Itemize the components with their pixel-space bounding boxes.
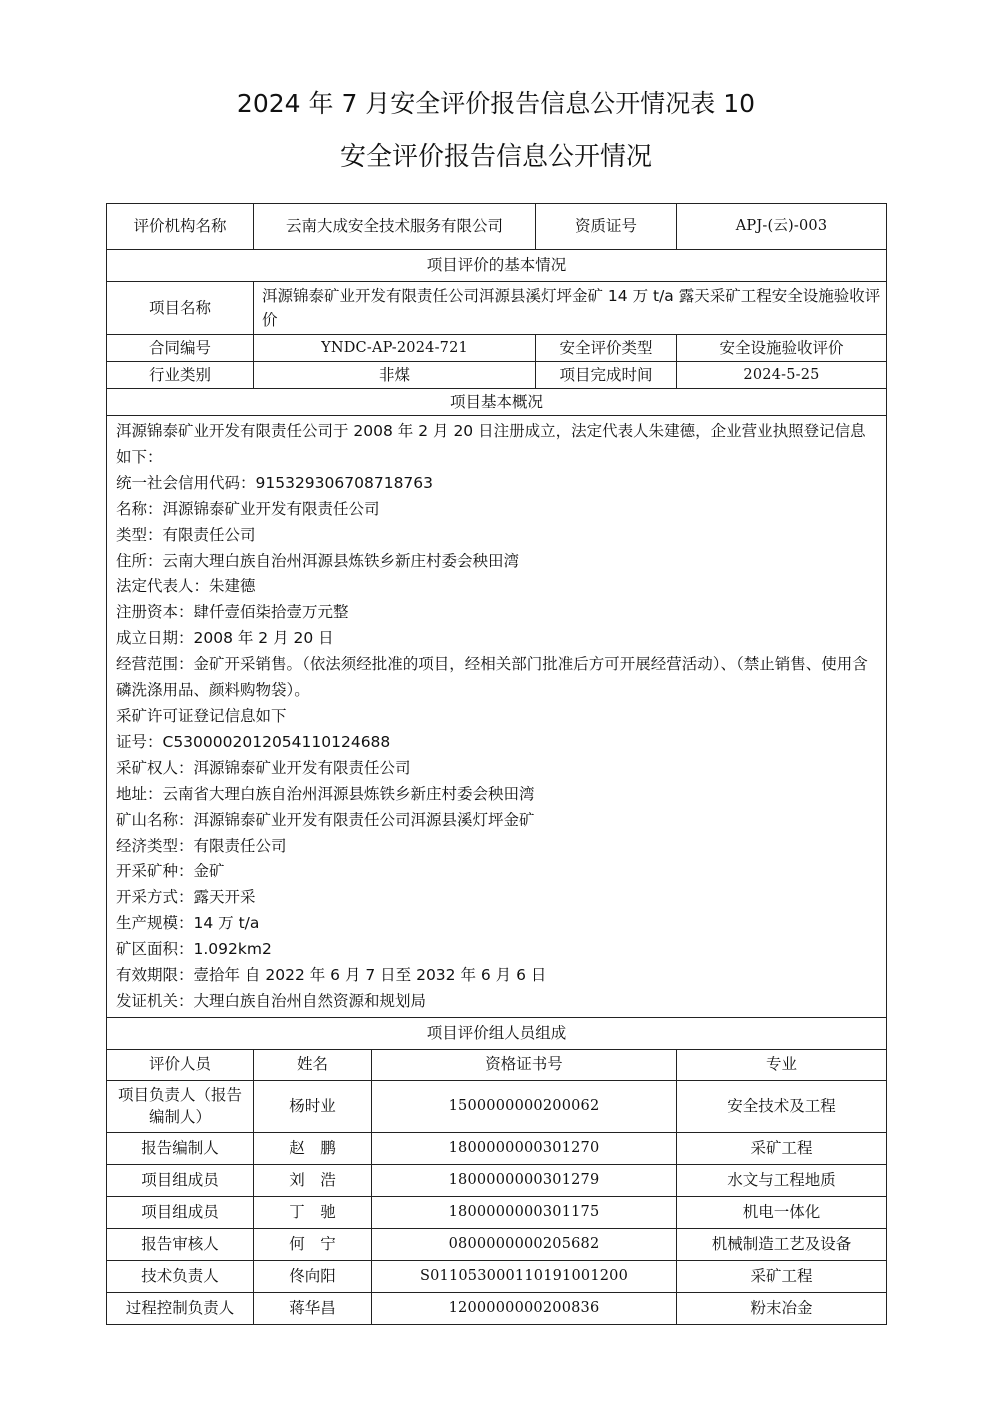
team-major: 机械制造工艺及设备 xyxy=(677,1228,887,1260)
org-label: 评价机构名称 xyxy=(107,204,254,250)
table-row xyxy=(107,1292,887,1324)
overview-line: 经营范围：金矿开采销售。（依法须经批准的项目，经相关部门批准后方可开展经营活动）、（禁止销售、使用含磷洗涤用品、颜料购物袋）。 xyxy=(116,655,868,700)
team-role: 技术负责人 xyxy=(107,1260,254,1292)
team-col-cert: 资格证书号 xyxy=(372,1049,677,1080)
eval-type-value: 安全设施验收评价 xyxy=(677,335,887,362)
team-col-major: 专业 xyxy=(677,1049,887,1080)
disclosure-table xyxy=(106,203,887,1325)
team-cert: 1800000000301175 xyxy=(372,1196,677,1228)
overview-line: 矿山名称：洱源锦泰矿业开发有限责任公司洱源县溪灯坪金矿 xyxy=(116,810,535,829)
team-col-role: 评价人员 xyxy=(107,1049,254,1080)
page-subtitle: 安全评价报告信息公开情况 xyxy=(339,142,652,172)
finish-value: 2024-5-25 xyxy=(677,362,887,389)
cert-value: APJ-(云)-003 xyxy=(677,204,887,250)
table-row xyxy=(107,1132,887,1164)
team-cert: 1800000000301279 xyxy=(372,1164,677,1196)
overview-line: 类型：有限责任公司 xyxy=(116,525,256,544)
table-row xyxy=(107,1260,887,1292)
overview-line: 注册资本：肆仟壹佰柒拾壹万元整 xyxy=(116,603,349,622)
basic-info-header: 项目评价的基本情况 xyxy=(107,250,887,282)
overview-line: 采矿权人：洱源锦泰矿业开发有限责任公司 xyxy=(116,758,411,777)
table-row xyxy=(107,1164,887,1196)
overview-body xyxy=(107,416,887,1018)
team-major: 采矿工程 xyxy=(677,1260,887,1292)
team-header: 项目评价组人员组成 xyxy=(107,1017,887,1049)
overview-line: 开采矿种：金矿 xyxy=(116,862,225,881)
table-row xyxy=(107,1228,887,1260)
team-cert: 1500000000200062 xyxy=(372,1080,677,1132)
team-major: 机电一体化 xyxy=(677,1196,887,1228)
overview-line: 洱源锦泰矿业开发有限责任公司于 2008 年 2 月 20 日注册成立，法定代表人朱建德，企业营业执照登记信息如下： xyxy=(116,422,866,466)
team-role: 项目负责人（报告编制人） xyxy=(107,1080,254,1132)
team-major: 采矿工程 xyxy=(677,1132,887,1164)
team-major: 安全技术及工程 xyxy=(677,1080,887,1132)
team-role: 项目组成员 xyxy=(107,1196,254,1228)
team-major: 水文与工程地质 xyxy=(677,1164,887,1196)
contract-label: 合同编号 xyxy=(107,335,254,362)
overview-line: 经济类型：有限责任公司 xyxy=(116,836,287,855)
table-row xyxy=(107,1080,887,1132)
page-title: 2024 年 7 月安全评价报告信息公开情况表 10 xyxy=(236,89,756,118)
overview-line: 采矿许可证登记信息如下 xyxy=(116,706,287,725)
overview-line: 名称：洱源锦泰矿业开发有限责任公司 xyxy=(116,499,380,518)
team-name: 何 宁 xyxy=(254,1228,372,1260)
overview-line: 地址：云南省大理白族自治州洱源县炼铁乡新庄村委会秧田湾 xyxy=(116,784,535,803)
overview-line: 法定代表人：朱建德 xyxy=(116,577,256,596)
team-cert: 1800000000301270 xyxy=(372,1132,677,1164)
finish-label: 项目完成时间 xyxy=(536,362,677,389)
eval-type-label: 安全评价类型 xyxy=(536,335,677,362)
overview-line: 有效期限：壹拾年 自 2022 年 6 月 7 日至 2032 年 6 月 6 日 xyxy=(116,966,547,985)
contract-value: YNDC-AP-2024-721 xyxy=(254,335,536,362)
org-value: 云南大成安全技术服务有限公司 xyxy=(254,204,536,250)
cert-label: 资质证号 xyxy=(536,204,677,250)
table-row xyxy=(107,1196,887,1228)
team-name: 杨时业 xyxy=(254,1080,372,1132)
overview-header: 项目基本概况 xyxy=(107,389,887,416)
industry-value: 非煤 xyxy=(254,362,536,389)
team-role: 报告编制人 xyxy=(107,1132,254,1164)
overview-line: 矿区面积：1.092km2 xyxy=(116,940,272,959)
team-cert: S011053000110191001200 xyxy=(372,1260,677,1292)
team-cert: 0800000000205682 xyxy=(372,1228,677,1260)
team-role: 过程控制负责人 xyxy=(107,1292,254,1324)
team-name: 赵 鹏 xyxy=(254,1132,372,1164)
team-name: 丁 驰 xyxy=(254,1196,372,1228)
team-major: 粉末冶金 xyxy=(677,1292,887,1324)
team-col-name: 姓名 xyxy=(254,1049,372,1080)
project-name-label: 项目名称 xyxy=(107,282,254,335)
team-cert: 1200000000200836 xyxy=(372,1292,677,1324)
team-role: 项目组成员 xyxy=(107,1164,254,1196)
project-name-value: 洱源锦泰矿业开发有限责任公司洱源县溪灯坪金矿 14 万 t/a 露天采矿工程安全设施验收评价 xyxy=(254,282,887,335)
industry-label: 行业类别 xyxy=(107,362,254,389)
overview-line: 开采方式：露天开采 xyxy=(116,888,256,907)
team-name: 佟向阳 xyxy=(254,1260,372,1292)
team-name: 蒋华昌 xyxy=(254,1292,372,1324)
overview-line: 发证机关：大理白族自治州自然资源和规划局 xyxy=(116,991,427,1010)
overview-line: 成立日期：2008 年 2 月 20 日 xyxy=(116,629,334,648)
overview-line: 生产规模：14 万 t/a xyxy=(116,914,260,933)
overview-line: 统一社会信用代码：915329306708718763 xyxy=(116,473,434,492)
overview-line: 住所：云南大理白族自治州洱源县炼铁乡新庄村委会秧田湾 xyxy=(116,551,520,570)
team-role: 报告审核人 xyxy=(107,1228,254,1260)
overview-line: 证号：C5300002012054110124688 xyxy=(116,732,391,751)
team-name: 刘 浩 xyxy=(254,1164,372,1196)
